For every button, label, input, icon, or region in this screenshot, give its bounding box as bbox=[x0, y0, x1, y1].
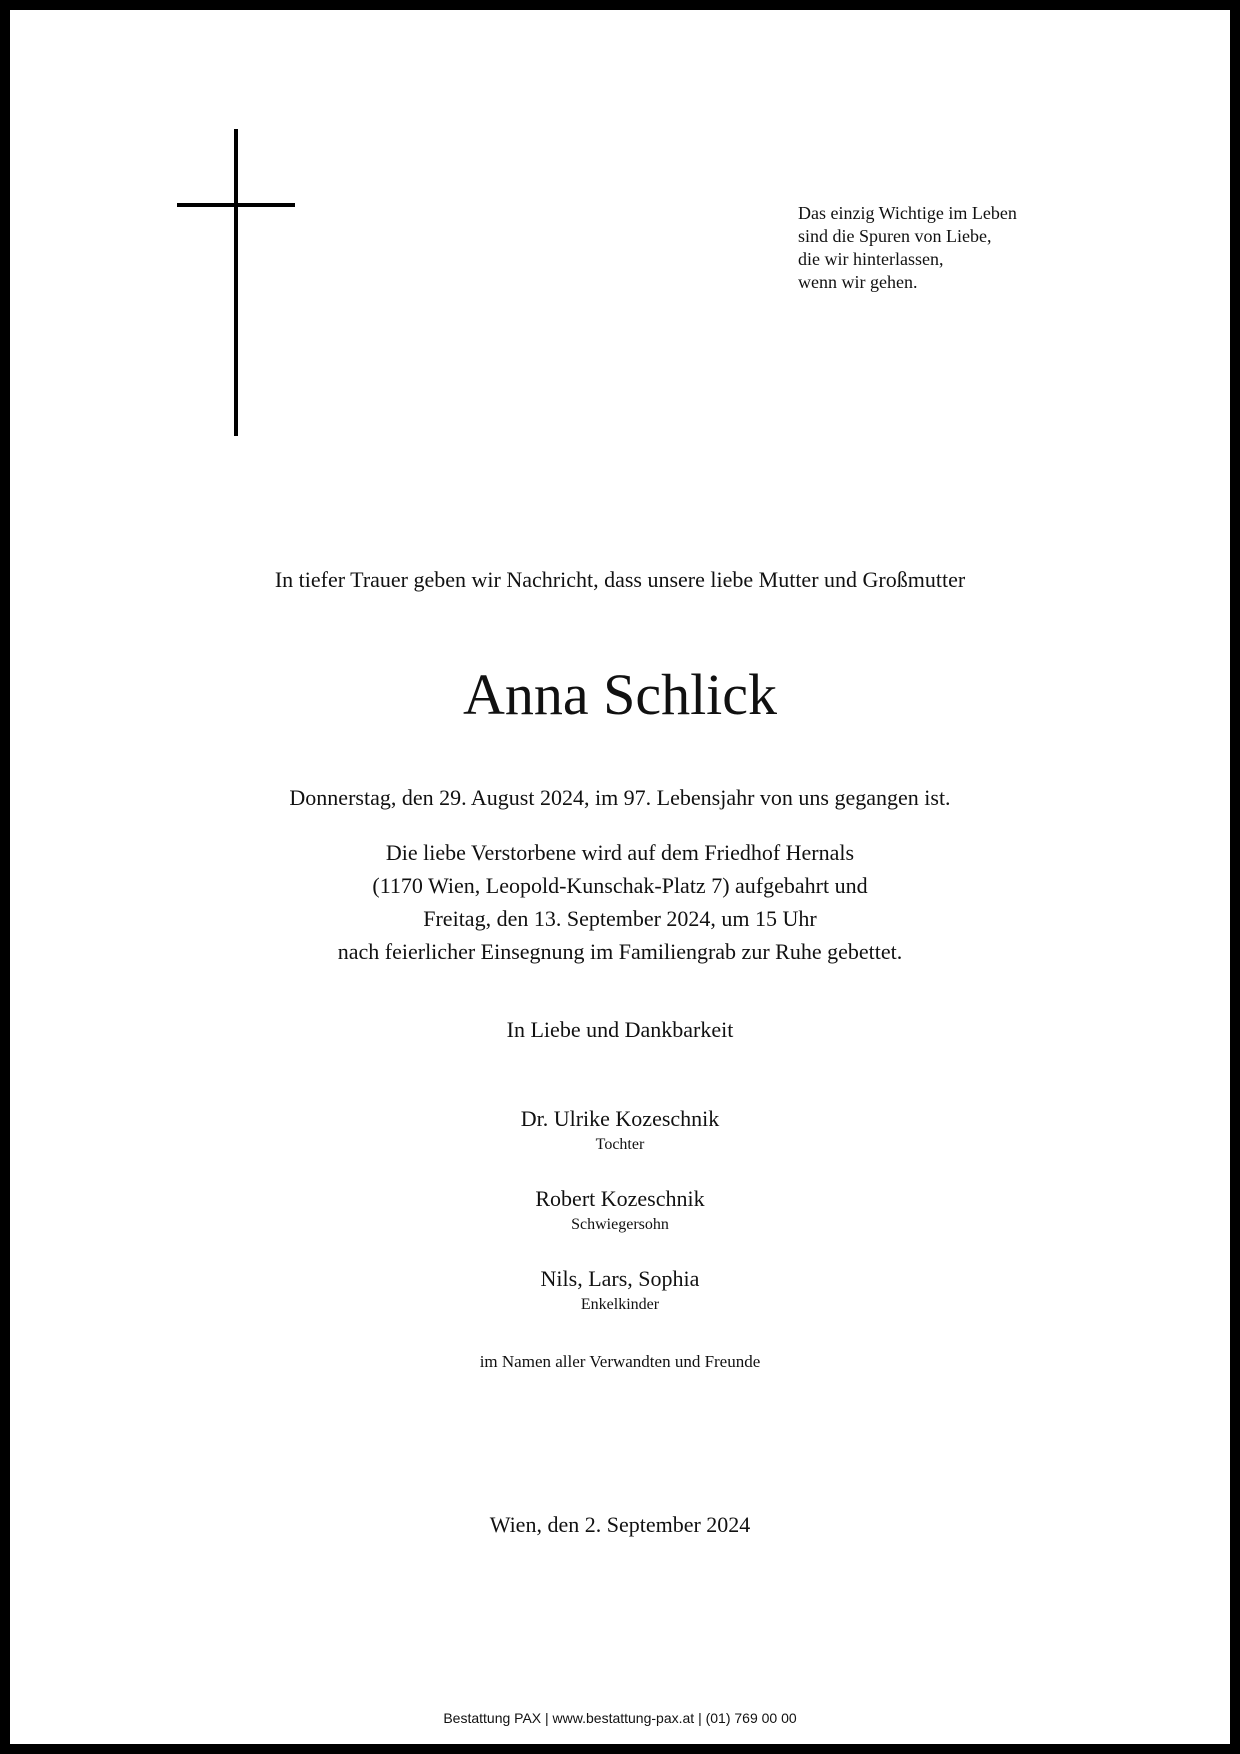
intro-text: In tiefer Trauer geben wir Nachricht, dass unsere liebe Mutter und Großmutter bbox=[274, 567, 966, 592]
funeral-line: Die liebe Verstorbene wird auf dem Friedhof Hernals bbox=[385, 840, 855, 865]
motto-line: die wir hinterlassen, bbox=[798, 249, 944, 269]
funeral-line: (1170 Wien, Leopold-Kunschak-Platz 7) aufgebahrt und bbox=[372, 873, 868, 898]
place-date: Wien, den 2. September 2024 bbox=[489, 1512, 751, 1537]
motto-line: sind die Spuren von Liebe, bbox=[798, 226, 992, 246]
death-notice: Donnerstag, den 29. August 2024, im 97. Lebensjahr von uns gegangen ist. bbox=[289, 785, 951, 810]
mourner-role: Schwiegersohn bbox=[571, 1216, 669, 1233]
mourner-name: Dr. Ulrike Kozeschnik bbox=[520, 1106, 720, 1131]
mourner-name: Nils, Lars, Sophia bbox=[540, 1266, 700, 1291]
cross-horizontal-bar bbox=[177, 203, 295, 207]
closing-line: im Namen aller Verwandten und Freunde bbox=[479, 1352, 761, 1371]
cross-vertical-bar bbox=[234, 129, 238, 436]
motto-line: wenn wir gehen. bbox=[798, 272, 918, 292]
mourner-entry bbox=[10, 1104, 1230, 1184]
mourner-entry bbox=[10, 1264, 1230, 1344]
obituary-page bbox=[10, 10, 1230, 1744]
mourner-entry bbox=[10, 1184, 1230, 1264]
mourner-name: Robert Kozeschnik bbox=[535, 1186, 705, 1211]
mourner-role: Enkelkinder bbox=[580, 1296, 660, 1313]
mourners-list bbox=[10, 1104, 1230, 1344]
funeral-details bbox=[10, 836, 1230, 968]
deceased-name: Anna Schlick bbox=[462, 662, 778, 727]
motto-quote bbox=[798, 202, 1118, 294]
funeral-line: nach feierlicher Einsegnung im Familiengrab zur Ruhe gebettet. bbox=[337, 939, 903, 964]
motto-line: Das einzig Wichtige im Leben bbox=[798, 203, 1017, 223]
gratitude-line: In Liebe und Dankbarkeit bbox=[506, 1017, 734, 1042]
mourner-role: Tochter bbox=[595, 1136, 645, 1153]
funeral-line: Freitag, den 13. September 2024, um 15 Uhr bbox=[423, 906, 817, 931]
footer-contact: Bestattung PAX | www.bestattung-pax.at | (01) 769 00 00 bbox=[443, 1710, 797, 1726]
